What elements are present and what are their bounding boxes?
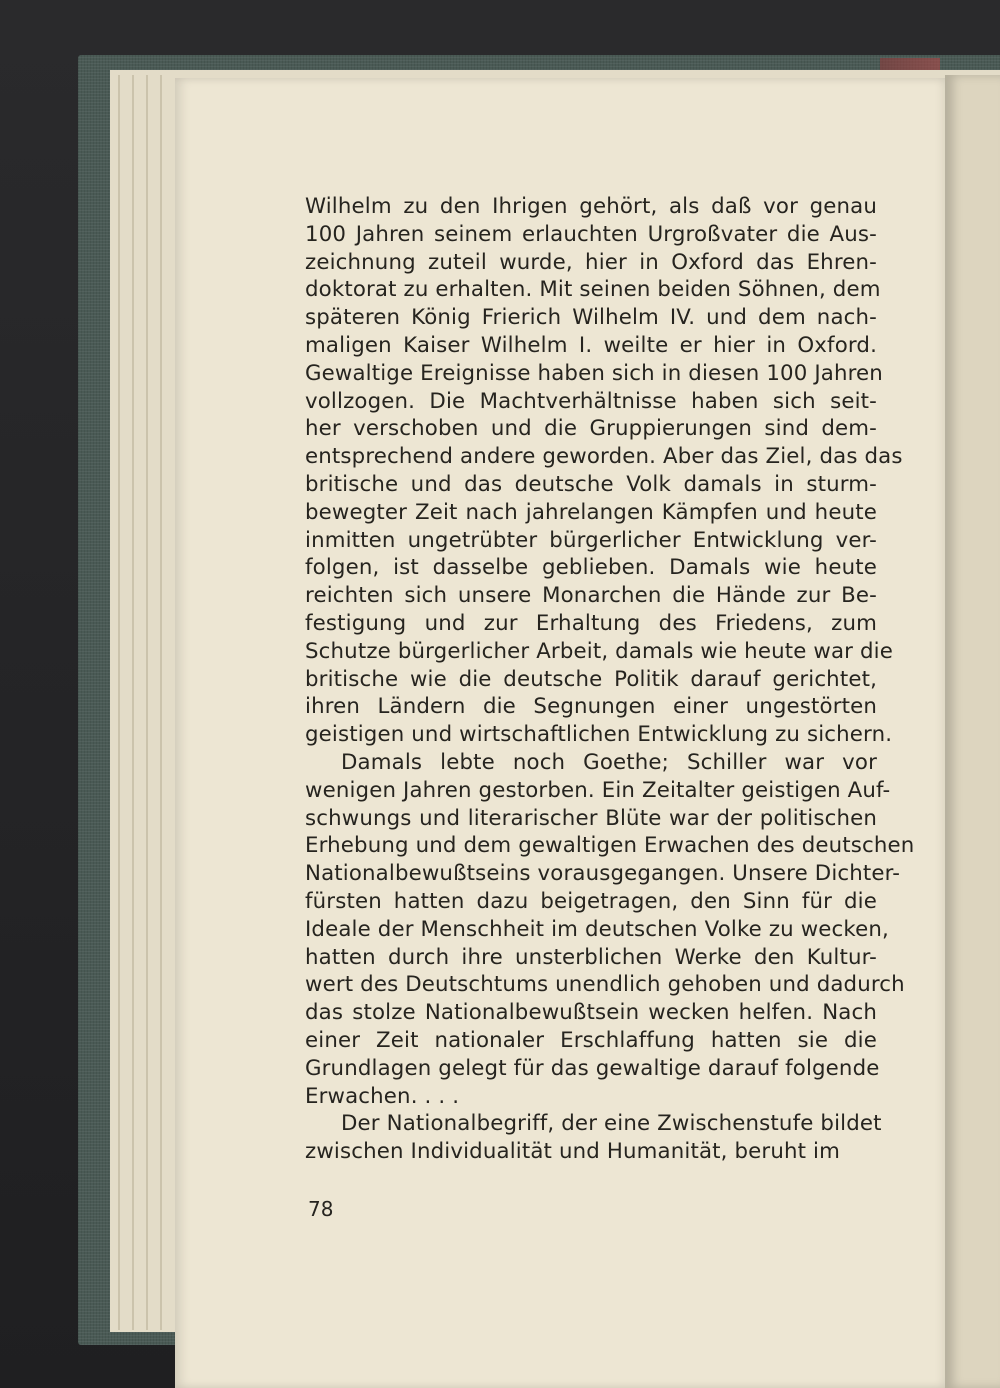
text-line: britische und das deutsche Volk damals in sturm- (305, 471, 877, 497)
text-line: 100 Jahren seinem erlauchten Urgroßvater die Aus- (305, 221, 877, 247)
paragraph (305, 1110, 882, 1166)
text-line: Erwachen. . . . (305, 1083, 460, 1109)
text-line: wenigen Jahren gestorben. Ein Zeitalter geistigen Auf- (305, 777, 891, 803)
text-line: Ideale der Menschheit im deutschen Volke zu wecken, (305, 916, 889, 942)
text-line: Wilhelm zu den Ihrigen gehört, als daß vor genau (305, 194, 877, 219)
text-line: zeichnung zuteil wurde, hier in Oxford das Ehren- (305, 249, 877, 275)
text-line: geistigen und wirtschaftlichen Entwicklung zu sichern. (305, 722, 893, 748)
text-line: zwischen Individualität und Humanität, beruht im (305, 1139, 840, 1165)
page-edge (118, 75, 120, 1330)
text-line: Erhebung und dem gewaltigen Erwachen des deutschen (305, 833, 915, 859)
text-line: hatten durch ihre unsterblichen Werke den Kultur- (305, 944, 877, 970)
text-line: schwungs und literarischer Blüte war der politischen (305, 805, 877, 831)
page-text (305, 193, 915, 1166)
facing-page (945, 75, 1000, 1388)
text-line: festigung und zur Erhaltung des Friedens, zum (305, 610, 877, 636)
text-line: her verschoben und die Gruppierungen sind dem- (305, 416, 877, 442)
page-edge (132, 75, 134, 1330)
text-line: fürsten hatten dazu beigetragen, den Sinn für die (305, 888, 877, 914)
text-line: vollzogen. Die Machtverhältnisse haben sich seit- (305, 388, 877, 414)
text-line: folgen, ist dasselbe geblieben. Damals wie heute (305, 555, 877, 581)
text-line: bewegter Zeit nach jahrelangen Kämpfen und heute (305, 499, 877, 525)
text-line: inmitten ungetrübter bürgerlicher Entwicklung ver- (305, 527, 877, 553)
page-edge (160, 75, 162, 1330)
paragraph (305, 749, 915, 1110)
text-line: reichten sich unsere Monarchen die Hände zur Be- (305, 583, 877, 609)
text-line: ihren Ländern die Segnungen einer ungestörten (305, 694, 877, 720)
text-line: entsprechend andere geworden. Aber das Ziel, das das (305, 444, 903, 470)
page-number: 78 (308, 1197, 334, 1221)
text-line: doktorat zu erhalten. Mit seinen beiden Söhnen, dem (305, 277, 881, 303)
text-line: späteren König Frierich Wilhelm IV. und dem nach- (305, 305, 877, 331)
text-line: Der Nationalbegriff, der eine Zwischenstufe bildet (341, 1111, 882, 1137)
text-line: Grundlagen gelegt für das gewaltige darauf folgende (305, 1055, 880, 1081)
text-line: britische wie die deutsche Politik darauf gerichtet, (305, 666, 877, 692)
page-edge (146, 75, 148, 1330)
text-line: einer Zeit nationaler Erschlaffung hatten sie die (305, 1027, 877, 1053)
text-line: Schutze bürgerlicher Arbeit, damals wie heute war die (305, 638, 893, 664)
text-line: das stolze Nationalbewußtsein wecken helfen. Nach (305, 1000, 877, 1026)
text-line: wert des Deutschtums unendlich gehoben und dadurch (305, 972, 905, 998)
text-line: maligen Kaiser Wilhelm I. weilte er hier in Oxford. (305, 332, 877, 358)
text-line: Damals lebte noch Goethe; Schiller war vor (341, 749, 877, 775)
text-line: Nationalbewußtseins vorausgegangen. Unsere Dichter- (305, 861, 901, 887)
text-line: Gewaltige Ereignisse haben sich in diesen 100 Jahren (305, 360, 883, 386)
paragraph (305, 193, 903, 749)
